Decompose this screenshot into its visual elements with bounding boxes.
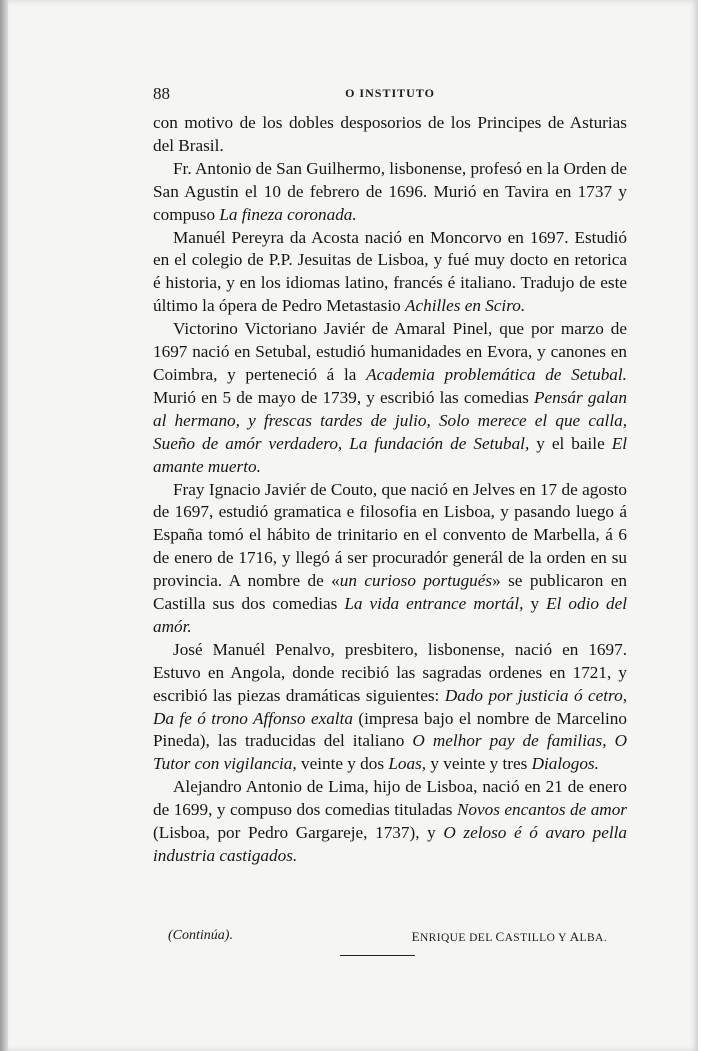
text-run: Victorino Victoriano Javiér de Amaral Pinel, que por marzo de 1697 nació en Setubal, estudió humanidades en Evora, y canones en Coimbra, y perteneció á la (153, 319, 627, 384)
italic-title: La vida entrance mortál, (344, 594, 524, 614)
text-run: » se publicaron en Castilla sus dos comedias (153, 571, 627, 614)
page-header (153, 84, 627, 106)
italic-title: un curioso portugués (339, 571, 493, 591)
italic-title: Academia problemática de Setubal. (366, 364, 627, 384)
text-run: Fr. Antonio de San Guilhermo, lisbonense, profesó en la Orden de San Agustin el 10 de febrero de 1696. Murió en Tavira en 1737 y compuso (153, 158, 627, 224)
text-run: Alejandro Antonio de Lima, hijo de Lisboa, nació en 21 de enero de 1699, y compuso dos comedias tituladas (153, 777, 627, 820)
text-run: José Manuél Penalvo, presbitero, lisbonense, nació en 1697. Estuvo en Angola, donde recibió las sagradas ordenes en 1721, y escribió las piezas dramáticas siguientes: (153, 639, 627, 705)
italic-title: O zeloso é ó avaro pella industria castigados. (153, 823, 628, 865)
end-rule (340, 955, 415, 956)
text-run: y veinte y tres (426, 754, 532, 774)
text-run: y (523, 594, 547, 614)
text-run: Manuél Pereyra da Acosta nació en Moncorvo en 1697. Estudió en el colegio de P.P. Jesuitas de Lisboa, y fué muy docto en retorica é historia, y en los idiomas latino, francés é italiano. Tradujo de este último la ópera de Pedro Metastasio (153, 227, 627, 316)
text-run: y el baile (529, 433, 612, 453)
italic-title: El amante muerto. (153, 433, 627, 476)
text-run: (impresa bajo el nombre de Marcelino Pineda), las traducidas del italiano (153, 708, 627, 751)
page-footer (168, 928, 627, 948)
italic-title: Pensár galan al hermano, y frescas tardes de julio, Solo merece el que calla, Sueño de amór verdadero, La fundación de Setubal, (153, 387, 627, 453)
italic-title: Dialogos. (531, 754, 599, 774)
paragraph (153, 776, 627, 868)
paragraph (153, 318, 627, 478)
paragraph (153, 227, 627, 319)
book-spine-shadow (0, 0, 8, 1051)
italic-title: Dado por justicia ó cetro, Da fe ó trono Affonso exalta (153, 685, 628, 728)
author-signature: ENRIQUE DEL CASTILLO Y ALBA. (411, 929, 607, 944)
italic-title: Novos encantos de amor (456, 800, 627, 820)
italic-title: La fineza coronada. (219, 204, 357, 224)
text-run: veinte y dos (296, 754, 389, 774)
text-run: (Lisboa, por Pedro Gargareje, 1737), y (153, 823, 444, 843)
text-run: Murió en 5 de mayo de 1739, y escribió las comedias (153, 387, 534, 407)
paragraph (153, 639, 627, 776)
italic-title: O melhor pay de familias, O Tutor con vigilancia, (153, 731, 627, 774)
continua-note: (Continúa). (168, 928, 233, 943)
page-number: 88 (153, 84, 170, 103)
italic-title: El odio del amór. (153, 594, 628, 636)
paragraph (153, 112, 627, 158)
italic-title: Achilles en Sciro. (405, 296, 526, 316)
running-title: O INSTITUTO (345, 86, 435, 100)
paragraph (153, 479, 627, 639)
text-run: Fray Ignacio Javiér de Couto, que nació en Jelves en 17 de agosto de 1697, estudió gramatica e filosofia en Lisboa, y pasando luego á España tomó el hábito de trinitario en el convento de Marbella, á 6 de enero de 1716, y llegó á ser procuradór generál de la orden en su provincia. A nombre de « (153, 479, 627, 591)
text-run: con motivo de los dobles desposorios de los Principes de Asturias del Brasil. (153, 113, 627, 155)
paragraph (153, 158, 627, 227)
italic-title: Loas, (388, 754, 427, 774)
body-text (153, 112, 627, 868)
